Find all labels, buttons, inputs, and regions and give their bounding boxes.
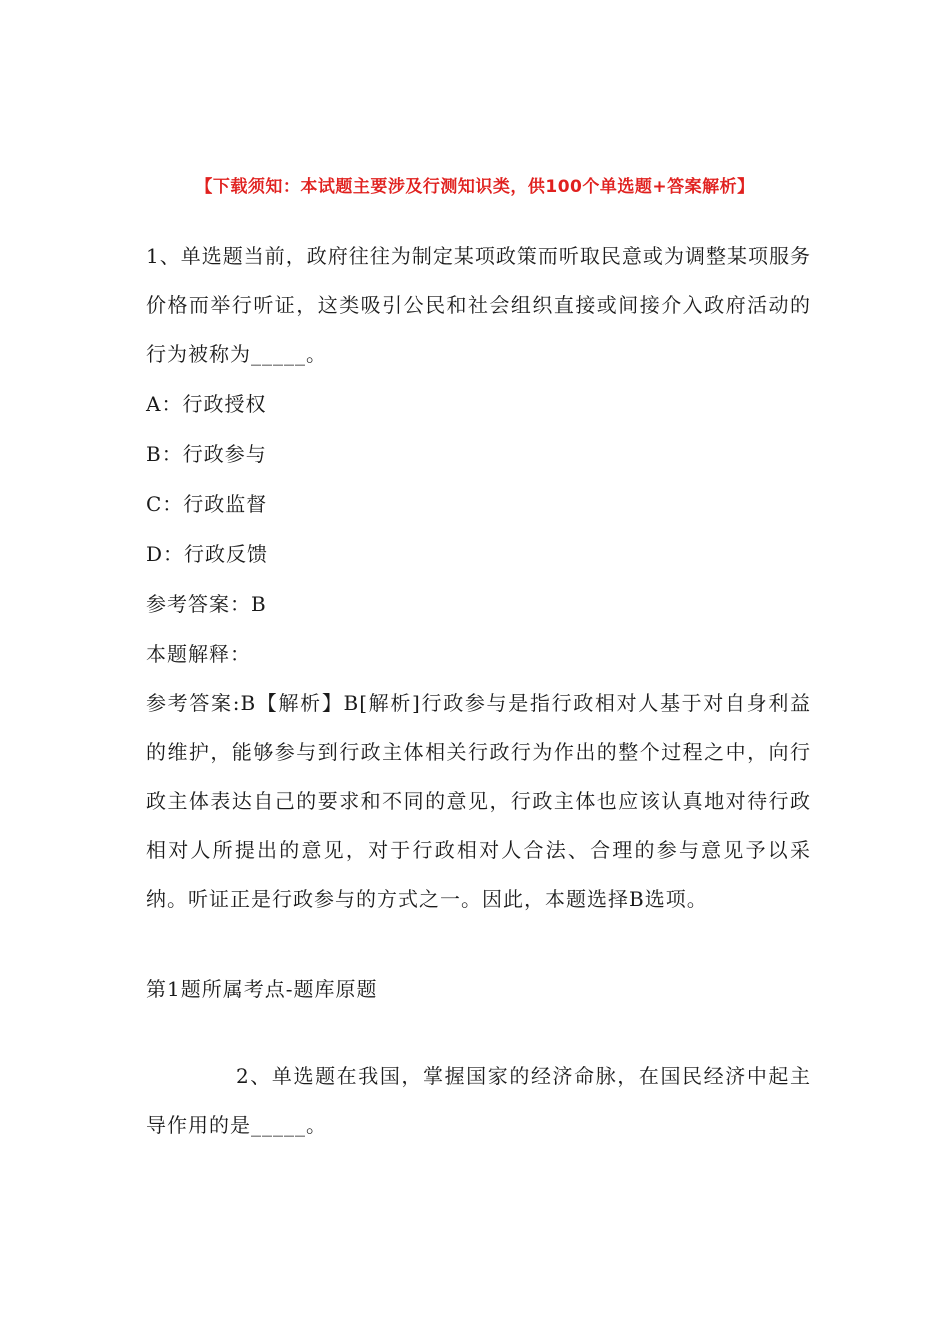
download-notice: 【下载须知：本试题主要涉及行测知识类，供100个单选题+答案解析】 (195, 177, 755, 197)
knowledge-point: 第1题所属考点-题库原题 (146, 977, 378, 1001)
explanation-text: 参考答案:B【解析】B[解析]行政参与是指行政相对人基于对自身利益的维护，能够参与到行政主体相关行政行为作出的整个过程之中，向行政主体表达自己的要求和不同的意见，行政主体也应该认真地对待行政相对人所提出的意见，对于行政相对人合法、合理的参与意见予以采纳。听证正是行政参与的方式之一。因此，本题选择B选项。 (146, 691, 811, 911)
option-b: B：行政参与 (146, 442, 267, 466)
question-1-text: 1、单选题当前，政府往往为制定某项政策而听取民意或为调整某项服务价格而举行听证，这类吸引公民和社会组织直接或间接介入政府活动的行为被称为_____。 (146, 244, 811, 366)
question-2-text: 2、单选题在我国，掌握国家的经济命脉，在国民经济中起主导作用的是_____。 (146, 1064, 811, 1137)
spacer (146, 1014, 811, 1052)
spacer (146, 924, 811, 964)
option-d: D：行政反馈 (146, 542, 269, 566)
explanation-label: 本题解释： (146, 642, 251, 666)
option-c: C：行政监督 (146, 492, 268, 516)
option-a: A：行政授权 (146, 392, 267, 416)
question-content (146, 232, 811, 1150)
reference-answer: 参考答案：B (146, 592, 267, 616)
